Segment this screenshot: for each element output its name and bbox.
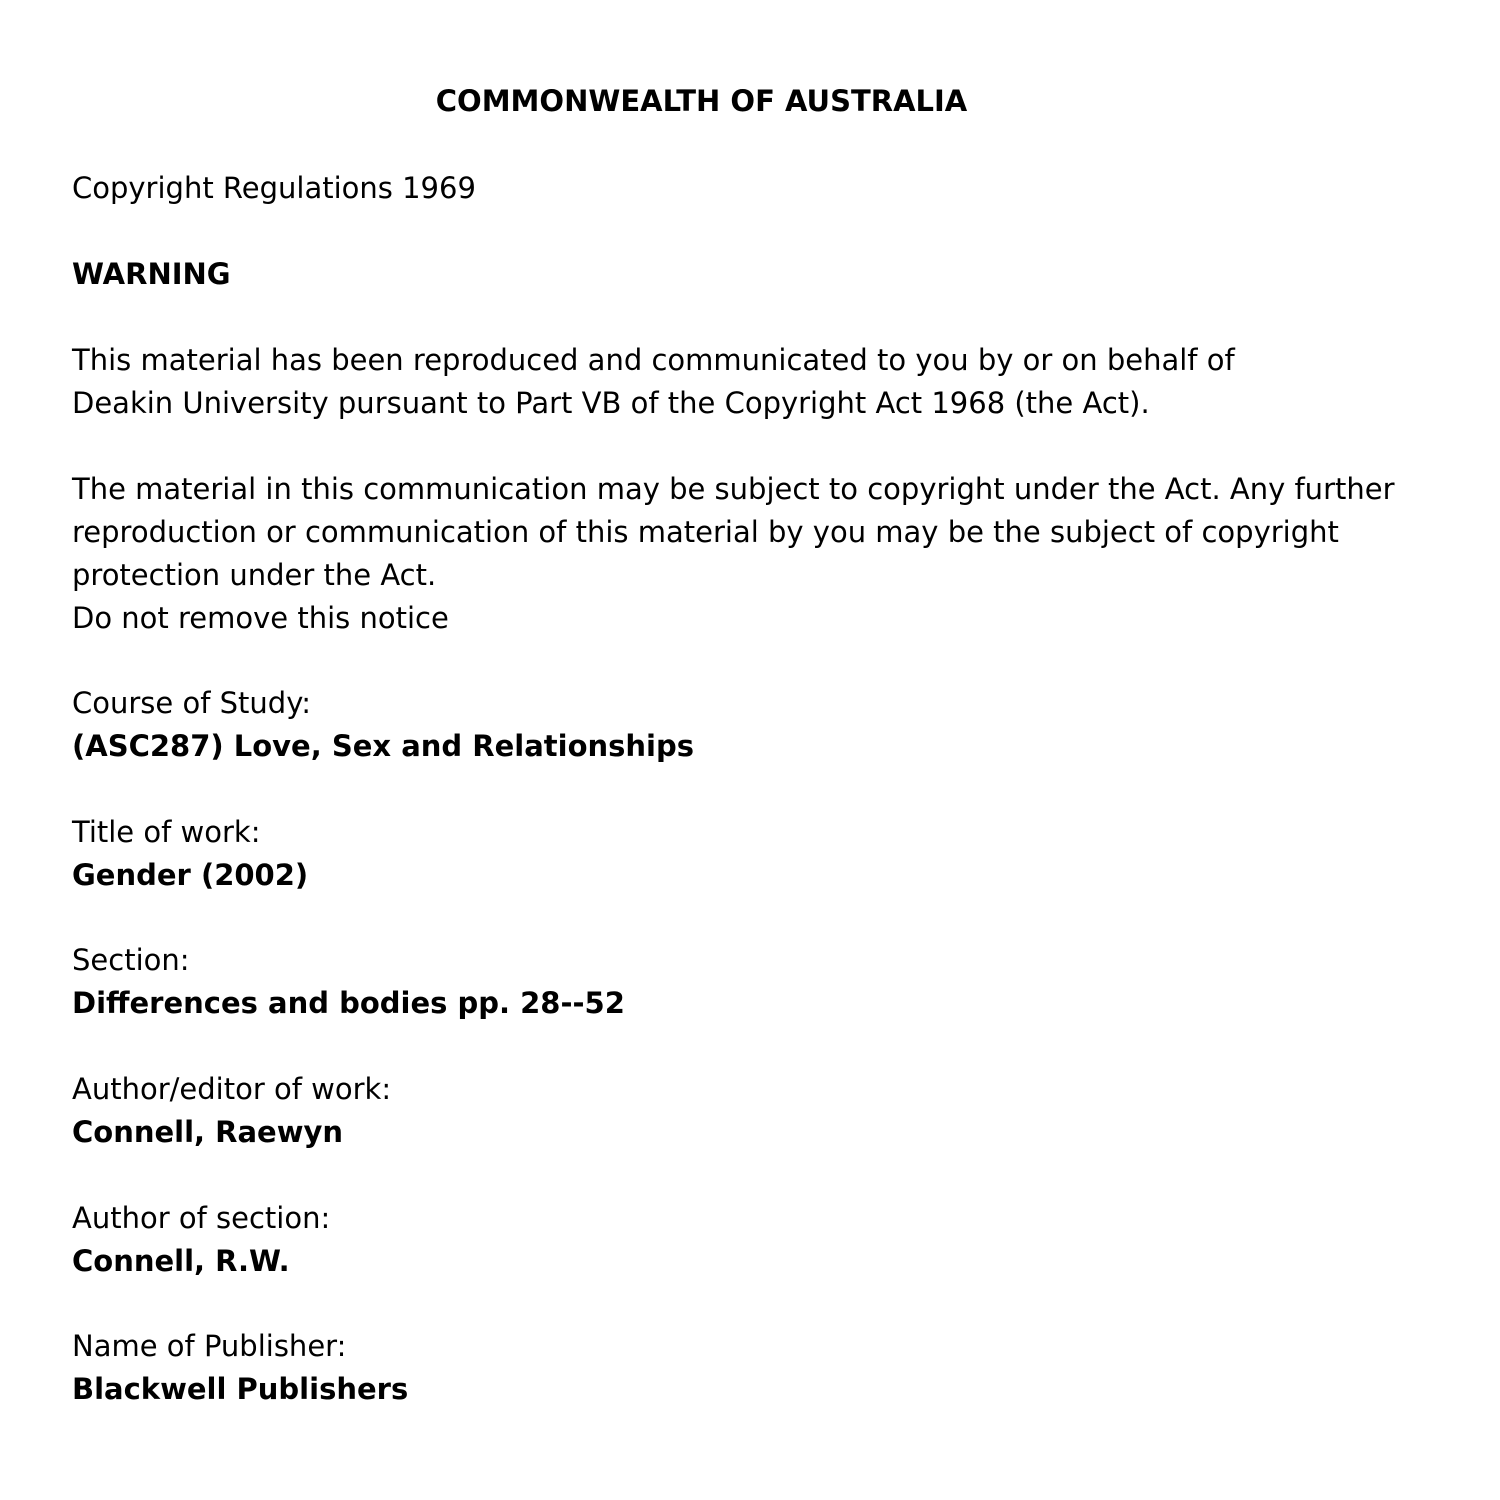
title-value: Gender (2002): [72, 858, 309, 892]
page-title: COMMONWEALTH OF AUSTRALIA: [435, 84, 968, 118]
publisher-label: Name of Publisher:: [72, 1329, 347, 1363]
author-editor-label: Author/editor of work:: [72, 1072, 392, 1106]
notice-p1-line-2: Deakin University pursuant to Part VB of the Copyright Act 1968 (the Act).: [72, 386, 1150, 420]
course-value: (ASC287) Love, Sex and Relationships: [72, 729, 695, 763]
section-value: Differences and bodies pp. 28--52: [72, 986, 625, 1020]
notice-p2-line-4: Do not remove this notice: [72, 601, 449, 635]
notice-p2-line-3: protection under the Act.: [72, 558, 437, 592]
course-label: Course of Study:: [72, 686, 312, 720]
section-label: Section:: [72, 943, 190, 977]
notice-p2-line-1: The material in this communication may be subject to copyright under the Act. Any further: [72, 472, 1395, 506]
title-label: Title of work:: [72, 815, 261, 849]
warning-heading: WARNING: [72, 257, 231, 291]
regulations-text: Copyright Regulations 1969: [72, 171, 476, 205]
section-author-value: Connell, R.W.: [72, 1244, 290, 1278]
publisher-value: Blackwell Publishers: [72, 1372, 409, 1406]
section-author-label: Author of section:: [72, 1201, 331, 1235]
notice-p1-line-1: This material has been reproduced and communicated to you by or on behalf of: [72, 343, 1235, 377]
notice-p2-line-2: reproduction or communication of this material by you may be the subject of copyright: [72, 515, 1339, 549]
author-editor-value: Connell, Raewyn: [72, 1115, 344, 1149]
